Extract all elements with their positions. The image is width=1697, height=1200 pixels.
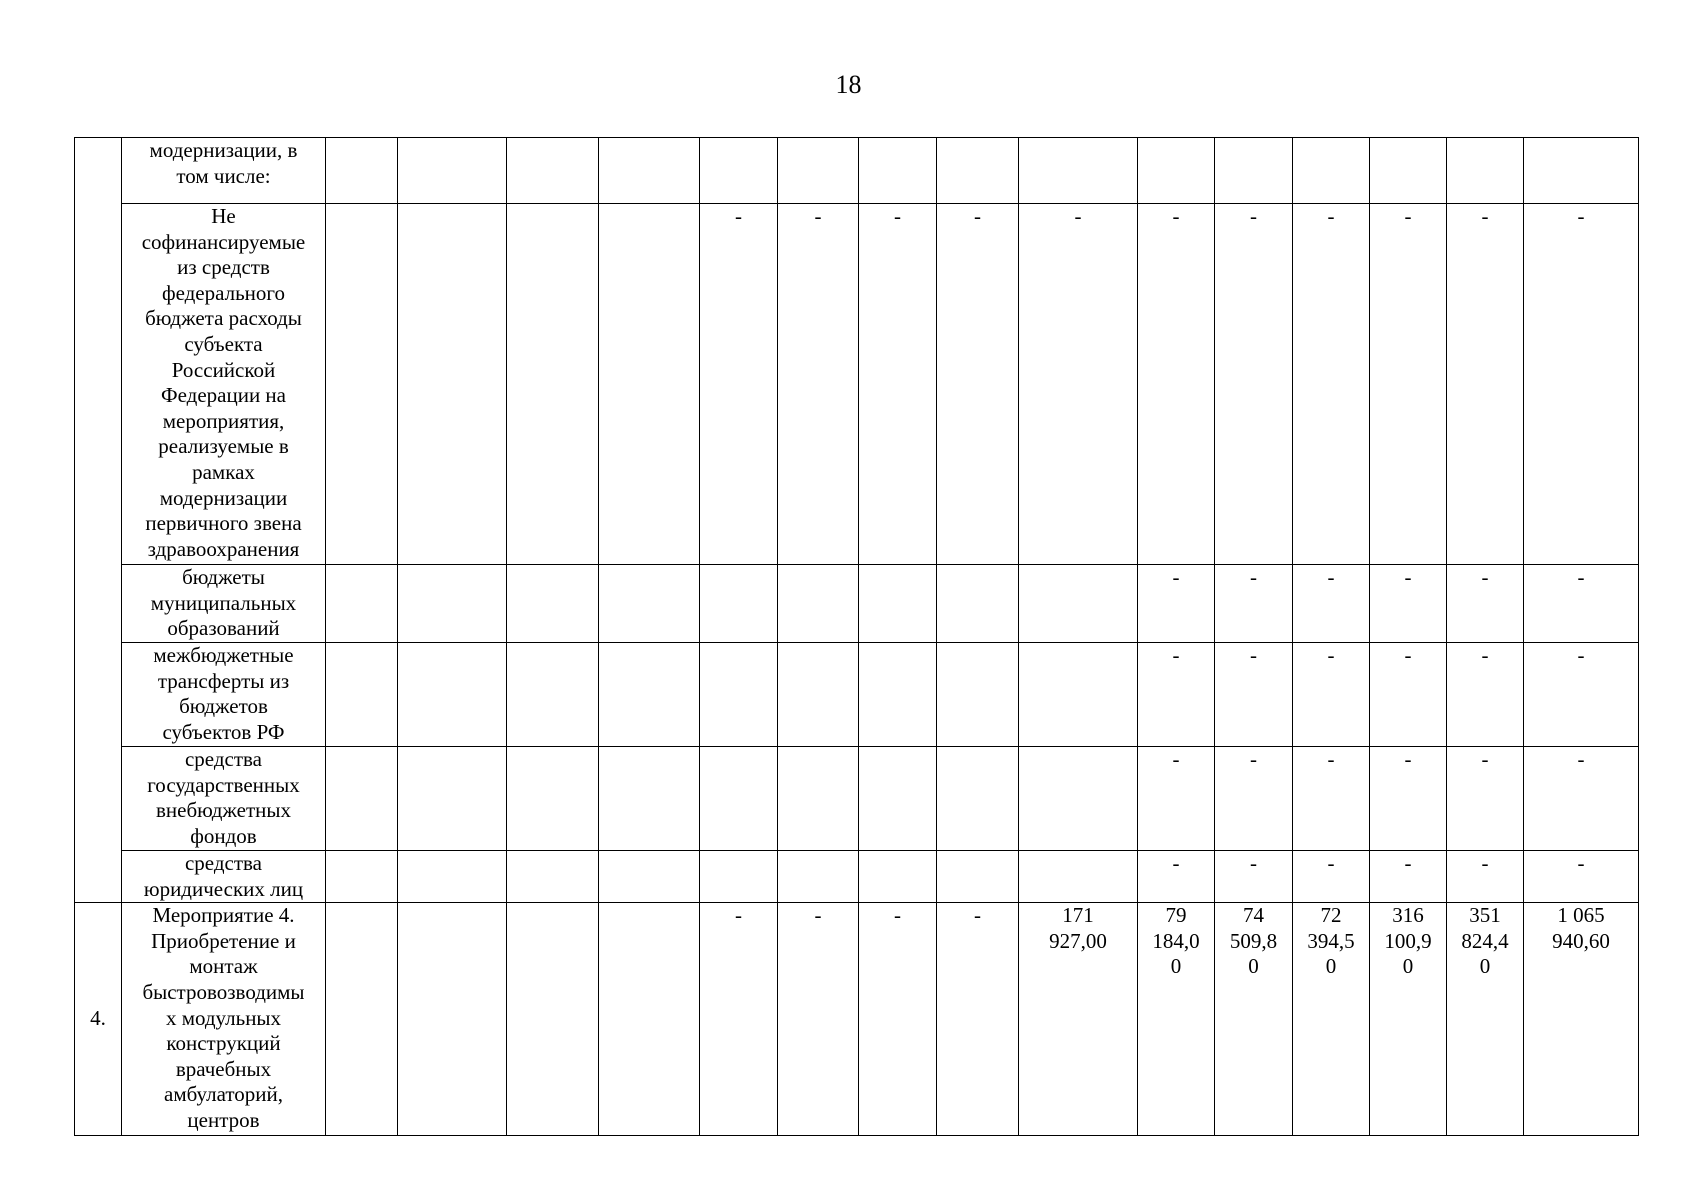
row-name: Не софинансируемые из средств федерального бюджета расходы субъекта Российской Федерации на мероприятия, реализуемые в рамках модернизации первичного звена здравоохранения bbox=[141, 204, 306, 561]
table-row bbox=[75, 747, 1639, 851]
value-cell bbox=[1293, 643, 1370, 747]
value-cell bbox=[1447, 903, 1524, 1136]
value-cell bbox=[398, 138, 507, 204]
cell-value: 351 824,4 0 bbox=[1461, 903, 1509, 979]
value-cell bbox=[507, 565, 599, 643]
value-cell bbox=[1447, 204, 1524, 565]
cell-value: 316 100,9 0 bbox=[1384, 903, 1432, 979]
value-cell bbox=[1019, 747, 1138, 851]
value-cell bbox=[937, 138, 1019, 204]
cell-value: - bbox=[974, 903, 981, 928]
row-number-cell bbox=[75, 903, 122, 1136]
value-cell bbox=[1447, 643, 1524, 747]
table-row bbox=[75, 643, 1639, 747]
value-cell bbox=[599, 565, 700, 643]
cell-value: - bbox=[1577, 565, 1585, 589]
cell-value: - bbox=[1172, 565, 1180, 589]
value-cell bbox=[1138, 138, 1215, 204]
value-cell bbox=[1524, 643, 1639, 747]
cell-value: - bbox=[1172, 851, 1180, 875]
value-cell bbox=[859, 138, 937, 204]
row-number: 4. bbox=[90, 1006, 106, 1031]
value-cell bbox=[1215, 138, 1293, 204]
value-cell bbox=[507, 643, 599, 747]
value-cell bbox=[937, 204, 1019, 565]
value-cell bbox=[1447, 138, 1524, 204]
page-number: 18 bbox=[835, 70, 862, 99]
value-cell bbox=[1370, 851, 1447, 903]
value-cell bbox=[507, 204, 599, 565]
value-cell bbox=[398, 747, 507, 851]
table-body bbox=[75, 138, 1639, 1136]
value-cell bbox=[937, 903, 1019, 1136]
value-cell bbox=[700, 903, 778, 1136]
value-cell bbox=[326, 643, 398, 747]
cell-value: - bbox=[1481, 747, 1489, 771]
value-cell bbox=[326, 565, 398, 643]
cell-value: - bbox=[1577, 851, 1585, 875]
value-cell bbox=[778, 138, 859, 204]
cell-value: 74 509,8 0 bbox=[1229, 903, 1278, 979]
row-number-cell bbox=[75, 138, 122, 903]
value-cell bbox=[1293, 747, 1370, 851]
value-cell bbox=[1215, 565, 1293, 643]
value-cell bbox=[700, 747, 778, 851]
cell-value: - bbox=[1577, 747, 1585, 771]
value-cell bbox=[859, 903, 937, 1136]
row-name-cell bbox=[122, 565, 326, 643]
value-cell bbox=[1215, 747, 1293, 851]
cell-value: - bbox=[1404, 204, 1412, 228]
value-cell bbox=[1370, 643, 1447, 747]
value-cell bbox=[326, 851, 398, 903]
value-cell bbox=[859, 643, 937, 747]
value-cell bbox=[398, 565, 507, 643]
cell-value: - bbox=[1250, 204, 1257, 228]
value-cell bbox=[1524, 747, 1639, 851]
value-cell bbox=[1293, 903, 1370, 1136]
cell-value: 79 184,0 0 bbox=[1152, 903, 1200, 979]
value-cell bbox=[937, 565, 1019, 643]
value-cell bbox=[859, 747, 937, 851]
cell-value: - bbox=[1404, 747, 1412, 771]
cell-value: - bbox=[1074, 204, 1082, 228]
value-cell bbox=[859, 851, 937, 903]
cell-value: - bbox=[894, 204, 901, 228]
value-cell bbox=[1524, 851, 1639, 903]
value-cell bbox=[326, 138, 398, 204]
value-cell bbox=[507, 903, 599, 1136]
table-row bbox=[75, 138, 1639, 204]
value-cell bbox=[778, 747, 859, 851]
cell-value: - bbox=[1327, 204, 1335, 228]
cell-value: - bbox=[1172, 643, 1180, 667]
value-cell bbox=[398, 643, 507, 747]
cell-value: - bbox=[735, 903, 742, 928]
cell-value: - bbox=[1172, 747, 1180, 771]
value-cell bbox=[326, 903, 398, 1136]
value-cell bbox=[1370, 138, 1447, 204]
row-name-cell bbox=[122, 851, 326, 903]
value-cell bbox=[1019, 204, 1138, 565]
cell-value: 1 065 940,60 bbox=[1552, 903, 1610, 953]
value-cell bbox=[1138, 851, 1215, 903]
value-cell bbox=[1524, 565, 1639, 643]
value-cell bbox=[778, 643, 859, 747]
value-cell bbox=[1138, 565, 1215, 643]
cell-value: - bbox=[974, 204, 981, 228]
value-cell bbox=[937, 643, 1019, 747]
value-cell bbox=[937, 851, 1019, 903]
value-cell bbox=[1215, 204, 1293, 565]
value-cell bbox=[1138, 204, 1215, 565]
cell-value: - bbox=[1250, 643, 1257, 667]
row-name: средства юридических лиц bbox=[143, 851, 304, 901]
cell-value: - bbox=[1404, 851, 1412, 875]
row-name: бюджеты муниципальных образований bbox=[150, 565, 297, 641]
value-cell bbox=[700, 643, 778, 747]
cell-value: - bbox=[1577, 204, 1585, 228]
value-cell bbox=[778, 851, 859, 903]
row-name: модернизации, в том числе: bbox=[149, 138, 298, 188]
table-row bbox=[75, 903, 1639, 1136]
value-cell bbox=[1019, 643, 1138, 747]
value-cell bbox=[398, 903, 507, 1136]
cell-value: - bbox=[814, 903, 822, 928]
value-cell bbox=[1019, 138, 1138, 204]
cell-value: - bbox=[1250, 851, 1257, 875]
value-cell bbox=[1370, 565, 1447, 643]
value-cell bbox=[1215, 903, 1293, 1136]
value-cell bbox=[1293, 565, 1370, 643]
cell-value: - bbox=[1481, 851, 1489, 875]
value-cell bbox=[1215, 643, 1293, 747]
cell-value: 72 394,5 0 bbox=[1307, 903, 1355, 979]
cell-value: - bbox=[1404, 643, 1412, 667]
cell-value: - bbox=[1250, 747, 1257, 771]
row-name: средства государственных внебюджетных фондов bbox=[147, 747, 300, 848]
value-cell bbox=[599, 851, 700, 903]
cell-value: - bbox=[1327, 747, 1335, 771]
row-name-cell bbox=[122, 903, 326, 1136]
cell-value: - bbox=[1577, 643, 1585, 667]
cell-value: 171 927,00 bbox=[1049, 903, 1107, 953]
value-cell bbox=[599, 204, 700, 565]
value-cell bbox=[859, 565, 937, 643]
value-cell bbox=[398, 204, 507, 565]
value-cell bbox=[507, 138, 599, 204]
cell-value: - bbox=[1327, 851, 1335, 875]
value-cell bbox=[1524, 138, 1639, 204]
value-cell bbox=[778, 204, 859, 565]
value-cell bbox=[599, 138, 700, 204]
budget-table bbox=[74, 137, 1639, 1136]
value-cell bbox=[1019, 565, 1138, 643]
value-cell bbox=[1019, 903, 1138, 1136]
row-name-cell bbox=[122, 138, 326, 204]
cell-value: - bbox=[1481, 204, 1489, 228]
cell-value: - bbox=[1404, 565, 1412, 589]
cell-value: - bbox=[1250, 565, 1257, 589]
value-cell bbox=[700, 204, 778, 565]
table-row bbox=[75, 204, 1639, 565]
value-cell bbox=[599, 903, 700, 1136]
cell-value: - bbox=[1481, 565, 1489, 589]
value-cell bbox=[700, 138, 778, 204]
value-cell bbox=[1524, 903, 1639, 1136]
value-cell bbox=[778, 565, 859, 643]
value-cell bbox=[859, 204, 937, 565]
row-name: межбюджетные трансферты из бюджетов субъектов РФ bbox=[153, 643, 294, 744]
cell-value: - bbox=[894, 903, 901, 928]
value-cell bbox=[1524, 204, 1639, 565]
value-cell bbox=[507, 747, 599, 851]
table-row bbox=[75, 851, 1639, 903]
value-cell bbox=[599, 747, 700, 851]
row-name-cell bbox=[122, 747, 326, 851]
value-cell bbox=[1370, 204, 1447, 565]
row-name-cell bbox=[122, 204, 326, 565]
cell-value: - bbox=[735, 204, 742, 228]
value-cell bbox=[937, 747, 1019, 851]
row-name-cell bbox=[122, 643, 326, 747]
value-cell bbox=[1370, 747, 1447, 851]
value-cell bbox=[1019, 851, 1138, 903]
value-cell bbox=[507, 851, 599, 903]
cell-value: - bbox=[1327, 643, 1335, 667]
value-cell bbox=[398, 851, 507, 903]
value-cell bbox=[326, 747, 398, 851]
table-row bbox=[75, 565, 1639, 643]
cell-value: - bbox=[1481, 643, 1489, 667]
value-cell bbox=[1215, 851, 1293, 903]
value-cell bbox=[1293, 851, 1370, 903]
value-cell bbox=[326, 204, 398, 565]
cell-value: - bbox=[1172, 204, 1180, 228]
value-cell bbox=[599, 643, 700, 747]
value-cell bbox=[1138, 747, 1215, 851]
row-name: Мероприятие 4. Приобретение и монтаж быстровозводимы х модульных конструкций врачебных амбулаторий, центров bbox=[142, 903, 305, 1132]
value-cell bbox=[778, 903, 859, 1136]
value-cell bbox=[1447, 851, 1524, 903]
value-cell bbox=[1293, 204, 1370, 565]
cell-value: - bbox=[814, 204, 822, 228]
value-cell bbox=[1447, 565, 1524, 643]
value-cell bbox=[1138, 903, 1215, 1136]
value-cell bbox=[700, 851, 778, 903]
value-cell bbox=[1138, 643, 1215, 747]
value-cell bbox=[1370, 903, 1447, 1136]
value-cell bbox=[1293, 138, 1370, 204]
value-cell bbox=[1447, 747, 1524, 851]
cell-value: - bbox=[1327, 565, 1335, 589]
value-cell bbox=[700, 565, 778, 643]
